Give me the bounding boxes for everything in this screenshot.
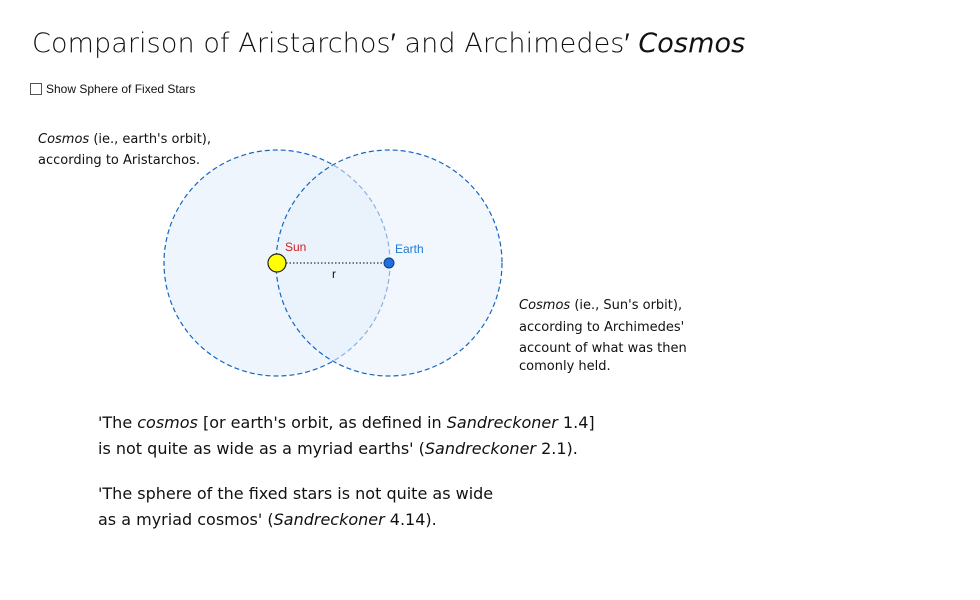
show-fixed-stars-label: Show Sphere of Fixed Stars bbox=[46, 82, 196, 96]
earth-label: Earth bbox=[395, 242, 424, 256]
note-archimedes-line1: (ie., Sun's orbit), bbox=[570, 298, 683, 313]
quote1-line2-italic: Sandreckoner bbox=[424, 439, 536, 458]
sun-label: Sun bbox=[285, 240, 307, 254]
note-archimedes-line3: account of what was then bbox=[519, 341, 687, 356]
earth-point[interactable] bbox=[384, 258, 394, 268]
quote1-end: 1.4] bbox=[557, 413, 595, 432]
note-aristarchos-italic: Cosmos bbox=[38, 132, 90, 147]
quote-cosmos-width bbox=[98, 410, 595, 462]
sun-point[interactable] bbox=[268, 254, 286, 272]
note-aristarchos-line1: (ie., earth's orbit), bbox=[89, 132, 212, 147]
note-aristarchos-line2: according to Aristarchos. bbox=[38, 153, 200, 168]
quote2-line2-end: 4.14). bbox=[384, 510, 437, 529]
note-archimedes-line4: comonly held. bbox=[519, 359, 611, 374]
quote1-line2: is not quite as wide as a myriad earths' ( bbox=[98, 439, 425, 458]
note-archimedes-line2: according to Archimedes' bbox=[519, 320, 685, 335]
quote1-line2-end: 2.1). bbox=[535, 439, 578, 458]
quote2-line2: as a myriad cosmos' ( bbox=[98, 510, 274, 529]
quote1-italic-cosmos: cosmos bbox=[137, 413, 198, 432]
quote1-open: 'The bbox=[98, 413, 138, 432]
archimedes-cosmos-note bbox=[519, 295, 687, 377]
title-prefix: Comparison of Aristarchos bbox=[32, 28, 391, 59]
note-archimedes-italic: Cosmos bbox=[519, 298, 571, 313]
page-title: Comparison of Aristarchos′ and Archimedes′ Cosmos bbox=[32, 28, 746, 59]
radius-label: r bbox=[332, 267, 336, 281]
quote1-italic-source: Sandreckoner bbox=[446, 413, 558, 432]
title-italic: Cosmos bbox=[638, 28, 746, 59]
title-middle: and Archimedes bbox=[395, 28, 625, 59]
quote2-italic-source: Sandreckoner bbox=[273, 510, 385, 529]
quote-fixed-stars bbox=[98, 481, 493, 533]
quote1-mid: [or earth's orbit, as defined in bbox=[197, 413, 447, 432]
quote2-line1: 'The sphere of the fixed stars is not quite as wide bbox=[98, 484, 494, 503]
